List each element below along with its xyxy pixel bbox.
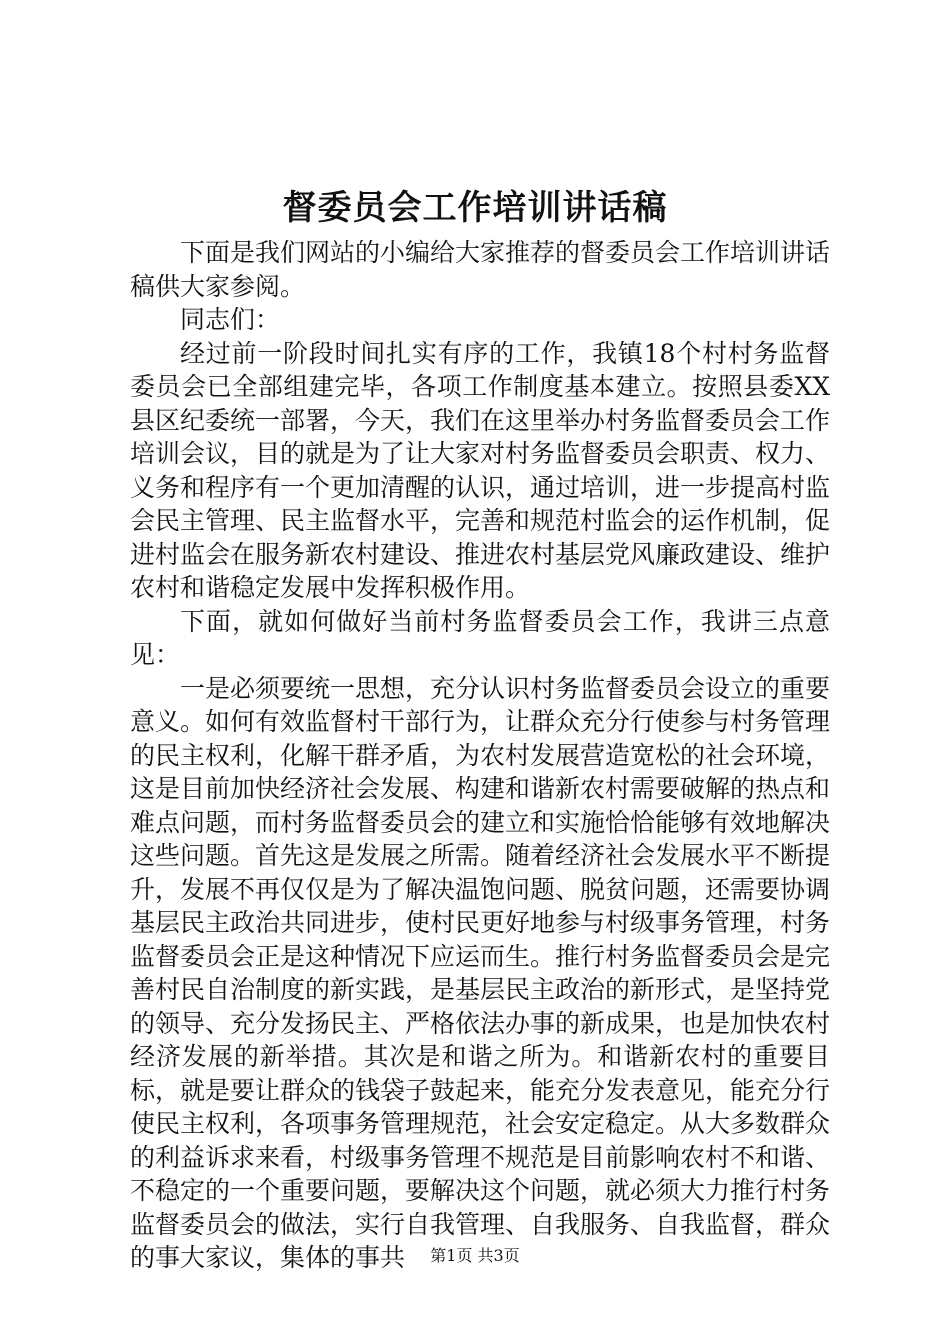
intro-paragraph: 下面是我们网站的小编给大家推荐的督委员会工作培训讲话稿供大家参阅。 <box>130 238 831 301</box>
body-paragraph: 一是必须要统一思想，充分认识村务监督委员会设立的重要意义。如何有效监督村干部行为，让群众充分行使参与村务管理的民主权利，化解干群矛盾，为农村发展营造宽松的社会环境，这是目前加快经济社会发展、构建和谐新农村需要破解的热点和难点问题，而村务监督委员会的建立和实施恰恰能够有效地解决这些问题。首先这是发展之所需。随着经济社会发展水平不断提升，发展不再仅仅是为了解决温饱问题、脱贫问题，还需要协调基层民主政治共同进步，使村民更好地参与村级事务管理，村务监督委员会正是这种情况下应运而生。推行村务监督委员会是完善村民自治制度的新实践，是基层民主政治的新形式，是坚持党的领导、充分发扬民主、严格依法办事的新成果，也是加快农村经济发展的新举措。其次是和谐之所为。和谐新农村的重要目标，就是要让群众的钱袋子鼓起来，能充分发表意见，能充分行使民主权利，各项事务管理规范，社会安定稳定。从大多数群众的利益诉求来看，村级事务管理不规范是目前影响农村不和谐、不稳定的一个重要问题，要解决这个问题，就必须大力推行村务监督委员会的做法，实行自我管理、自我服务、自我监督，群众的事大家议，集体的事共 <box>130 673 831 1272</box>
body-paragraph: 经过前一阶段时间扎实有序的工作，我镇18个村村务监督委员会已全部组建完毕，各项工作制度基本建立。按照县委XX县区纪委统一部署，今天，我们在这里举办村务监督委员会工作培训会议，目的就是为了让大家对村务监督委员会职责、权力、义务和程序有一个更加清醒的认识，通过培训，进一步提高村监会民主管理、民主监督水平，完善和规范村监会的运作机制，促进村监会在服务新农村建设、推进农村基层党风廉政建设、维护农村和谐稳定发展中发挥积极作用。 <box>130 338 831 602</box>
document-title: 督委员会工作培训讲话稿 <box>282 188 668 228</box>
salutation-paragraph: 同志们： <box>180 305 281 334</box>
page-number-footer: 第1页 共3页 <box>430 1246 520 1265</box>
document-body <box>130 236 830 1275</box>
body-paragraph: 下面，就如何做好当前村务监督委员会工作，我讲三点意见： <box>130 606 830 669</box>
